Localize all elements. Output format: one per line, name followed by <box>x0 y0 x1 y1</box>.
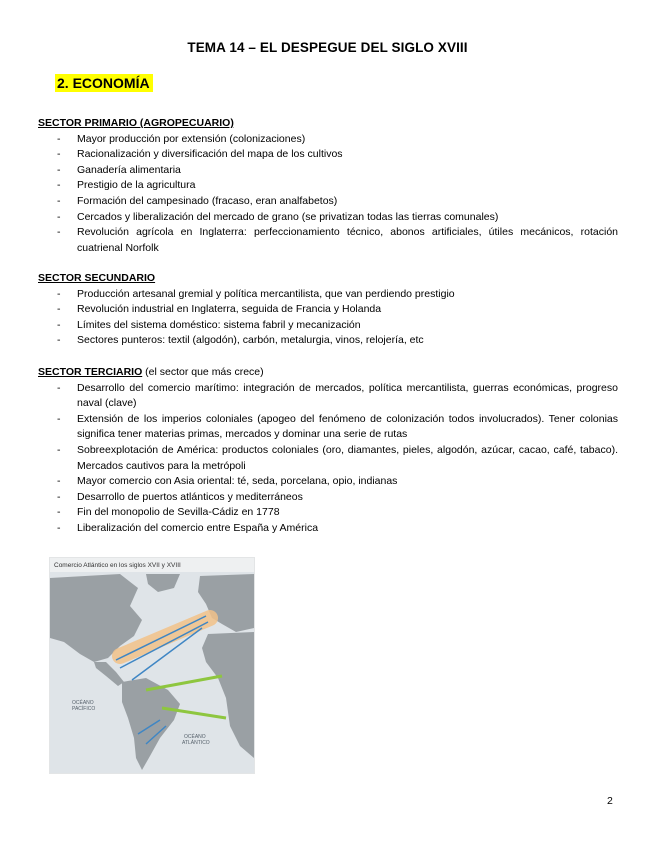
list-item: - Cercados y liberalización del mercado de grano (se privatizan todas las tierras comunales) <box>38 210 618 226</box>
atlantic-trade-map <box>49 557 255 774</box>
list-item: - Liberalización del comercio entre España y América <box>38 521 618 537</box>
sector-secundario <box>38 271 618 349</box>
map-caption: Comercio Atlántico en los siglos XVII y XVIII <box>54 562 181 569</box>
sector-primario-title: SECTOR PRIMARIO (AGROPECUARIO) <box>38 117 234 129</box>
list-item: - Prestigio de la agricultura <box>38 178 618 194</box>
list-item: - Desarrollo del comercio marítimo: integración de mercados, política mercantilista, guerras económicas, progreso naval (clave) <box>38 381 618 412</box>
sector-terciario <box>38 365 618 537</box>
list-item: - Mayor comercio con Asia oriental: té, seda, porcelana, opio, indianas <box>38 474 618 490</box>
list-item: - Racionalización y diversificación del mapa de los cultivos <box>38 147 618 163</box>
list-item: - Producción artesanal gremial y política mercantilista, que van perdiendo prestigio <box>38 287 618 303</box>
list-item: - Sobreexplotación de América: productos coloniales (oro, diamantes, pieles, algodón, azúcar, cacao, café, tabaco). Mercados cautivos para la metrópoli <box>38 443 618 474</box>
list-item: - Sectores punteros: textil (algodón), carbón, metalurgia, vinos, relojería, etc <box>38 333 618 349</box>
page-number: 2 <box>607 795 613 807</box>
list-item: - Revolución industrial en Inglaterra, seguida de Francia y Holanda <box>38 302 618 318</box>
list-item: - Límites del sistema doméstico: sistema fabril y mecanización <box>38 318 618 334</box>
list-item: - Revolución agrícola en Inglaterra: perfeccionamiento técnico, abonos artificiales, útiles mecánicos, rotación cuatrienal Norfolk <box>38 225 618 256</box>
list-item: - Extensión de los imperios coloniales (apogeo del fenómeno de colonización todos involucrados). Tener colonias significa tener materias primas, mercados y dominar una serie de rutas <box>38 412 618 443</box>
sector-terciario-title: SECTOR TERCIARIO <box>38 366 143 378</box>
list-item: - Ganadería alimentaria <box>38 163 618 179</box>
ocean-pacific-label-2: PACÍFICO <box>72 706 96 712</box>
ocean-pacific-label-1: OCÉANO <box>72 700 94 706</box>
map-illustration <box>50 558 254 773</box>
sector-terciario-list <box>38 381 618 537</box>
sector-primario <box>38 116 618 256</box>
list-item: - Formación del campesinado (fracaso, eran analfabetos) <box>38 194 618 210</box>
document-title: TEMA 14 – EL DESPEGUE DEL SIGLO XVIII <box>187 40 468 55</box>
list-item: - Fin del monopolio de Sevilla-Cádiz en 1778 <box>38 505 618 521</box>
sector-secundario-list <box>38 287 618 349</box>
sector-secundario-title: SECTOR SECUNDARIO <box>38 272 156 284</box>
sector-primario-list <box>38 132 618 257</box>
ocean-atlantic-label-1: OCÉANO <box>184 734 206 740</box>
list-item: - Desarrollo de puertos atlánticos y mediterráneos <box>38 490 618 506</box>
list-item: - Mayor producción por extensión (colonizaciones) <box>38 132 618 148</box>
section-heading-economia: 2. ECONOMÍA <box>55 74 153 92</box>
sector-terciario-note: (el sector que más crece) <box>145 366 264 378</box>
ocean-atlantic-label-2: ATLÁNTICO <box>182 740 210 746</box>
